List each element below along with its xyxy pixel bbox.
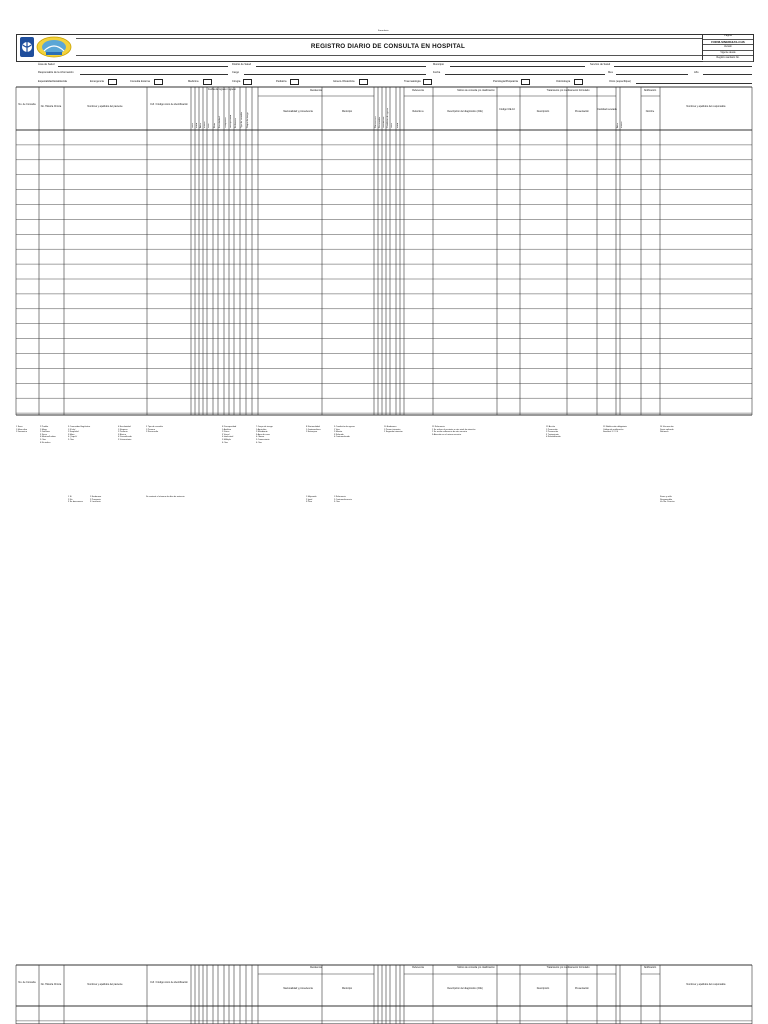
chk-psico-label: Psicología/Psiquiatría bbox=[493, 80, 518, 83]
col-residencia: Residencia bbox=[310, 89, 322, 92]
narrow-col-label: Meses bbox=[203, 121, 206, 128]
narrow-col-label: Ocupación bbox=[224, 117, 227, 128]
narrow-col-label: Tipo de consulta bbox=[240, 112, 243, 128]
col-motivo: Motivo de consulta y/o clasificación bbox=[457, 89, 495, 92]
col-tratamiento: Tratamiento y/o medicamento formulado bbox=[546, 89, 590, 92]
legend-lower-block: 1 Mejorado 2 Igual 3 Peor bbox=[306, 496, 317, 504]
col-trat-descripcion-p2: Descripción bbox=[536, 987, 550, 990]
narrow-col-label: Primera vez bbox=[374, 116, 377, 128]
narrow-col-label: Etnia bbox=[213, 123, 216, 128]
col-codigo-cie: Código CIE-10 bbox=[499, 108, 515, 111]
narrow-col-label: Embarazo bbox=[234, 118, 237, 128]
field-fecha-label: Fecha bbox=[433, 71, 441, 74]
chk-otros-label: Otros (especifique) bbox=[609, 80, 631, 83]
col-municipio-p2: Municipio bbox=[341, 987, 353, 990]
col-historia-p2: No. Historia Clínica bbox=[40, 983, 62, 986]
col-referido-a: Referido a bbox=[412, 110, 424, 113]
chk-emergencia-label: Emergencia bbox=[90, 80, 104, 83]
chk-pediatria-label: Pediatría bbox=[276, 80, 287, 83]
narrow-col-label: Escolaridad bbox=[218, 116, 221, 128]
narrow-col-label: Edad bbox=[396, 122, 399, 128]
col-trat-cantidad: Cantidad recetada bbox=[597, 108, 617, 111]
legend-block: 8 Nacionalidad 1 Guatemalteca 2 Extranjera bbox=[306, 426, 321, 434]
col-referencia: Referencia bbox=[412, 89, 424, 92]
col-municipio: Municipio bbox=[341, 110, 353, 113]
col-motivo-p2: Motivo de consulta y/o clasificación bbox=[457, 966, 495, 969]
form-code-box: Página FORM-SINERHIAS-CHS Versión Vigente desde Registro sanitario No. bbox=[702, 34, 753, 60]
col-referencia-p2: Referencia bbox=[412, 966, 424, 969]
legend-block: 6 Discapacidad 1 Auditiva 2 Física 3 Visual 4 Intelectual 5 Múltiple 6 Otra bbox=[222, 426, 237, 444]
narrow-col-label: Grupo de riesgo bbox=[246, 112, 249, 128]
narrow-col-label: Sexo bbox=[390, 123, 393, 128]
field-municipio-label: Municipio bbox=[433, 63, 444, 66]
field-mes-label: Mes bbox=[608, 71, 613, 74]
narrow-col-label: Vacunación bbox=[382, 116, 385, 128]
col-no-consulta-p2: No. de Consulta bbox=[18, 981, 36, 984]
col-nacionalidad: Nacionalidad y procedencia bbox=[283, 110, 313, 113]
narrow-col-label: Condición de egreso bbox=[386, 107, 389, 128]
chk-trauma-label: Traumatología bbox=[404, 80, 421, 83]
legend-block: 7 Grupo de riesgo 1 Agricultor 2 Estudiante 3 Ama de casa 4 Obrero 5 Comerciante 6 Otro bbox=[256, 426, 273, 444]
legend-block: 2 Pueblo 1 Maya 2 Garífuna 3 Xinca 4 Mestizo/Ladino 5 Otro 6 No indica bbox=[40, 426, 56, 444]
field-distrito-label: Distrito de Salud bbox=[232, 63, 252, 66]
legend-block: 5 Tipo de consulta 1 Primera 2 Reconsulta bbox=[146, 426, 163, 434]
especialidad-label: Especialidad Establecida bbox=[38, 80, 67, 83]
top-note: Formulario bbox=[378, 30, 389, 32]
legend-block: 4 Escolaridad 1 Ninguna 2 Primaria 3 Básico 4 Diversificado 5 Universitario bbox=[118, 426, 132, 441]
chk-consulta-label: Consulta Externa bbox=[130, 80, 150, 83]
legend-lower-block: 1 Sí 2 No 3 Se desconoce bbox=[68, 496, 83, 504]
chk-gineco-label: Gineco-Obstetricia bbox=[333, 80, 355, 83]
legend-block: 11 Referencia 1 Se refiere al paciente a otro nivel de atención 2 Se recibe referencia de otro servicio 3 Atención en el mismo servicio bbox=[432, 426, 476, 436]
legend-block: 12 Acción 1 Promoción 2 Prevención 3 Tratamiento 4 Rehabilitación bbox=[546, 426, 561, 439]
legend-lower-block: 1 Embarazo 2 Puerperio 3 Lactancia bbox=[90, 496, 102, 504]
legend-lower-block: Firma y sello Responsable Vo. Bo. Director bbox=[660, 496, 675, 504]
legend-block: 10 Embarazo 1 Primer trimestre 2 Segundo trimestre bbox=[384, 426, 403, 434]
narrow-col-label: Reconsulta bbox=[378, 117, 381, 128]
col-diagnostico-p2: Descripción del diagnóstico (CIE) bbox=[447, 987, 483, 990]
legend-block: 13 Notificación obligatoria Código de notificación Semanal 1 2 3 4 bbox=[603, 426, 627, 434]
field-servicio-label: Servicio de Salud bbox=[590, 63, 611, 66]
col-historia: No. Historia Clínica bbox=[40, 105, 62, 108]
col-trat-presentacion-p2: Presentación bbox=[575, 987, 589, 990]
col-fecha-ingreso: Fecha de ingreso / egreso bbox=[208, 88, 236, 91]
col-tratamiento-p2: Tratamiento y/o medicamento formulado bbox=[546, 966, 590, 969]
legend-lower-block: Se anotará el número de días de estancia bbox=[146, 496, 185, 498]
col-notificacion-p2: Notificación bbox=[643, 966, 657, 969]
form-title: REGISTRO DIARIO DE CONSULTA EN HOSPITAL bbox=[310, 43, 466, 50]
field-responsable-label: Responsable de la información bbox=[38, 71, 74, 74]
narrow-col-label: Meses bbox=[620, 121, 623, 128]
col-cui: CUI / Código único de identificación bbox=[150, 103, 188, 106]
col-nombre: Nombres y apellidos del paciente bbox=[87, 105, 123, 108]
chk-medicina-label: Medicina bbox=[188, 80, 199, 83]
narrow-col-label: Discapacidad bbox=[229, 114, 232, 128]
col-responsable: Nombres y apellidos del responsable bbox=[686, 105, 726, 108]
col-notif-nombre: Nombre bbox=[645, 110, 655, 113]
col-trat-presentacion: Presentación bbox=[575, 110, 589, 113]
legend-block: 14 Vacunación Dosis aplicada Refuerzo bbox=[660, 426, 674, 434]
col-responsable-p2: Nombres y apellidos del responsable bbox=[686, 983, 726, 986]
field-area-salud-label: Área de Salud bbox=[38, 63, 55, 66]
chk-odonto-label: Odontología bbox=[556, 80, 571, 83]
legend-block: 1 Sexo 1 Masculino 2 Femenino bbox=[16, 426, 28, 434]
legend-block: 9 Condición de egreso 1 Vivo 2 Muerto 3 Referido 4 Contrarreferido bbox=[334, 426, 355, 439]
col-diagnostico: Descripción del diagnóstico (CIE) bbox=[447, 110, 483, 113]
col-no-consulta: No. de Consulta bbox=[18, 103, 36, 106]
legend-block: 3 Comunidad lingüística 1 K'iche' 2 Kaqchikel 3 Mam 4 Q'eqchi' 5 Otro bbox=[68, 426, 91, 441]
legend-lower-block: 1 Referencia 2 Contrarreferencia 3 Otro bbox=[334, 496, 352, 504]
narrow-col-label: Años bbox=[199, 123, 202, 128]
field-cargo-label: Cargo bbox=[232, 71, 240, 74]
col-residencia-p2: Residencia bbox=[310, 966, 322, 969]
narrow-col-label: Años bbox=[616, 123, 619, 128]
narrow-col-label: Días bbox=[207, 123, 210, 128]
col-notificacion: Notificación bbox=[643, 89, 657, 92]
col-nacionalidad-p2: Nacionalidad y procedencia bbox=[283, 987, 313, 990]
col-nombre-p2: Nombres y apellidos del paciente bbox=[87, 983, 123, 986]
col-trat-descripcion: Descripción bbox=[536, 110, 550, 113]
narrow-col-label: Sexo bbox=[191, 123, 194, 128]
chk-cirugia-label: Cirugía bbox=[232, 80, 241, 83]
narrow-col-label: Edad bbox=[195, 122, 198, 128]
field-anio-label: Año bbox=[694, 71, 699, 74]
col-cui-p2: CUI / Código único de identificación bbox=[150, 981, 188, 984]
